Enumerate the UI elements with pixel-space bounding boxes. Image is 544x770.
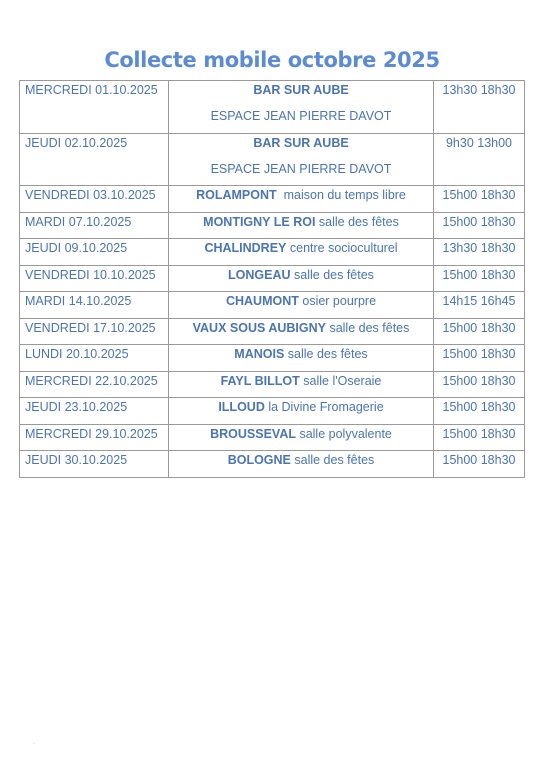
time-cell: 15h00 18h30 <box>434 371 525 398</box>
time-cell: 15h00 18h30 <box>434 186 525 213</box>
time-cell: 15h00 18h30 <box>434 345 525 372</box>
schedule-table <box>19 80 525 478</box>
place-cell <box>169 451 434 478</box>
table-row <box>20 451 525 478</box>
venue-name: la Divine Fromagerie <box>264 400 384 414</box>
venue-name: maison du temps libre <box>276 188 406 202</box>
date-cell: MERCREDI 01.10.2025 <box>20 81 169 134</box>
venue-name: salle des fêtes <box>290 267 374 282</box>
time-cell: 15h00 18h30 <box>434 318 525 345</box>
time-cell: 15h00 18h30 <box>434 424 525 451</box>
place-cell <box>169 398 434 425</box>
town-name: ILLOUD <box>218 400 265 414</box>
table-row <box>20 239 525 266</box>
time-cell: 14h15 16h45 <box>434 292 525 319</box>
date-cell: VENDREDI 10.10.2025 <box>20 265 169 292</box>
table-row <box>20 371 525 398</box>
place-cell <box>169 345 434 372</box>
date-cell: JEUDI 23.10.2025 <box>20 398 169 425</box>
table-row <box>20 292 525 319</box>
town-name: BAR SUR AUBE <box>253 83 349 97</box>
town-name: VAUX SOUS AUBIGNY <box>192 320 326 335</box>
date-cell: MARDI 14.10.2025 <box>20 292 169 319</box>
venue-name: salle l'Oseraie <box>299 373 382 388</box>
table-row <box>20 318 525 345</box>
table-row <box>20 212 525 239</box>
table-row <box>20 345 525 372</box>
date-cell: MERCREDI 22.10.2025 <box>20 371 169 398</box>
venue-name: osier pourpre <box>298 294 377 308</box>
table-row <box>20 265 525 292</box>
time-cell: 9h30 13h00 <box>434 133 525 186</box>
venue-name: salle des fêtes <box>315 214 399 229</box>
place-cell <box>169 81 434 134</box>
time-cell: 15h00 18h30 <box>434 451 525 478</box>
place-cell <box>169 265 434 292</box>
time-cell: 13h30 18h30 <box>434 239 525 266</box>
town-name: BAR SUR AUBE <box>253 135 349 150</box>
date-cell: LUNDI 20.10.2025 <box>20 345 169 372</box>
place-cell <box>169 424 434 451</box>
place-cell <box>169 133 434 186</box>
town-name: BOLOGNE <box>227 453 291 467</box>
date-cell: MARDI 07.10.2025 <box>20 212 169 239</box>
town-name: FAYL BILLOT <box>220 373 300 388</box>
time-cell: 15h00 18h30 <box>434 265 525 292</box>
place-cell <box>169 186 434 213</box>
date-cell: VENDREDI 17.10.2025 <box>20 318 169 345</box>
venue-name: centre socioculturel <box>286 241 398 255</box>
venue-name: salle des fêtes <box>284 347 368 361</box>
venue-name: salle polyvalente <box>295 426 392 441</box>
place-cell <box>169 212 434 239</box>
date-cell: JEUDI 30.10.2025 <box>20 451 169 478</box>
date-cell: MERCREDI 29.10.2025 <box>20 424 169 451</box>
table-row <box>20 81 525 134</box>
venue-name: salle des fêtes <box>325 320 410 335</box>
place-cell <box>169 318 434 345</box>
date-cell: JEUDI 02.10.2025 <box>20 133 169 186</box>
time-cell: 15h00 18h30 <box>434 212 525 239</box>
table-row <box>20 398 525 425</box>
venue-name: salle des fêtes <box>290 453 375 467</box>
town-name: MONTIGNY LE ROI <box>203 214 316 229</box>
venue-name: ESPACE JEAN PIERRE DAVOT <box>210 109 392 123</box>
table-row <box>20 186 525 213</box>
place-cell <box>169 292 434 319</box>
table-row <box>20 424 525 451</box>
town-name: CHALINDREY <box>204 241 287 255</box>
town-name: ROLAMPONT <box>196 188 277 202</box>
place-cell <box>169 371 434 398</box>
table-row <box>20 133 525 186</box>
date-cell: JEUDI 09.10.2025 <box>20 239 169 266</box>
time-cell: 13h30 18h30 <box>434 81 525 134</box>
town-name: LONGEAU <box>228 267 291 282</box>
page-mark: · <box>33 741 35 747</box>
page-title: Collecte mobile octobre 2025 <box>104 48 440 72</box>
venue-name: ESPACE JEAN PIERRE DAVOT <box>210 161 392 176</box>
date-cell: VENDREDI 03.10.2025 <box>20 186 169 213</box>
place-cell <box>169 239 434 266</box>
town-name: MANOIS <box>234 347 285 361</box>
town-name: BROUSSEVAL <box>210 426 296 441</box>
time-cell: 15h00 18h30 <box>434 398 525 425</box>
town-name: CHAUMONT <box>225 294 299 308</box>
